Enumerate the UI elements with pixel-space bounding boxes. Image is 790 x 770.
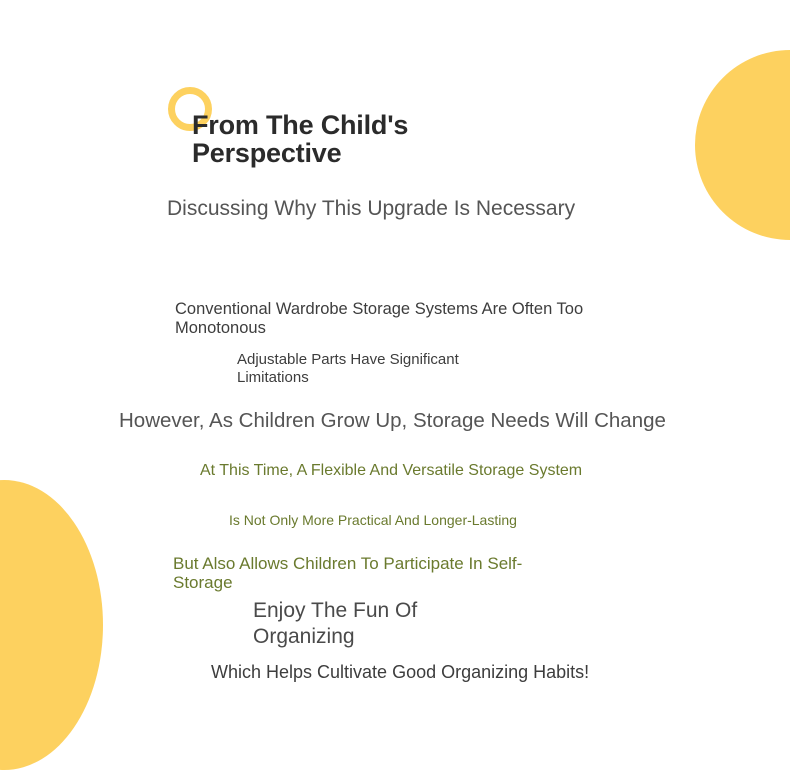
text-line-4: At This Time, A Flexible And Versatile Storage System <box>200 462 583 479</box>
slide-subtitle: Discussing Why This Upgrade Is Necessary <box>167 197 576 220</box>
text-line-3: However, As Children Grow Up, Storage Needs Will Change <box>119 409 666 432</box>
text-line-8: Which Helps Cultivate Good Organizing Habits! <box>211 662 590 682</box>
text-line-5: Is Not Only More Practical And Longer-Lasting <box>229 512 517 528</box>
text-line-7: Enjoy The Fun Of Organizing <box>253 599 418 648</box>
decorative-circle-left <box>0 480 103 770</box>
text-line-2: Adjustable Parts Have Significant Limitations <box>237 351 459 386</box>
slide-title: From The Child's Perspective <box>192 110 409 168</box>
decorative-circle-right <box>695 50 790 240</box>
text-line-6: But Also Allows Children To Participate In Self-Storage <box>173 554 523 592</box>
text-line-1: Conventional Wardrobe Storage Systems Are Often Too Monotonous <box>175 300 584 337</box>
